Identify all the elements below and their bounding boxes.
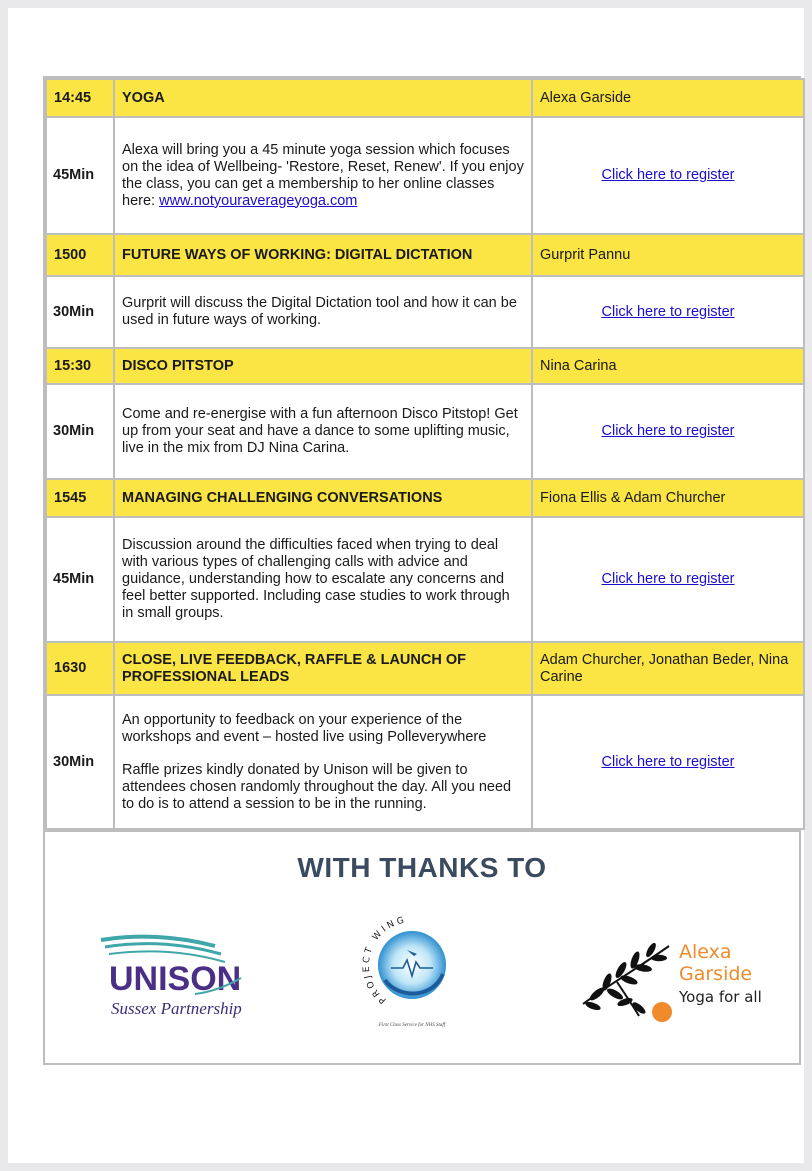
session-detail-row [46,276,804,348]
session-speaker: Adam Churcher, Jonathan Beder, Nina Carine [532,642,804,695]
alexa-name-line1: Alexa [679,941,732,963]
session-header-row [46,79,804,117]
register-cell [532,695,804,829]
project-wingman-logo [357,910,467,1036]
yoga-website-link[interactable]: www.notyouraverageyoga.com [159,192,358,209]
unison-swoosh-icon [97,932,247,1024]
register-link[interactable]: Click here to register [601,303,735,320]
alexa-garside-logo [577,936,767,1024]
session-detail-row [46,384,804,479]
session-description: Gurprit will discuss the Digital Dictation tool and how it can be used in future ways of working. [114,276,532,348]
schedule-table [45,78,805,830]
session-detail-row [46,517,804,642]
alexa-tagline: Yoga for all [679,988,762,1006]
session-title: CLOSE, LIVE FEEDBACK, RAFFLE & LAUNCH OF PROFESSIONAL LEADS [114,642,532,695]
register-cell [532,517,804,642]
thanks-title: WITH THANKS TO [297,852,547,883]
session-detail-row [46,117,804,234]
session-speaker: Nina Carina [532,348,804,384]
unison-sub: Sussex Partnership [111,999,242,1018]
wingman-emblem-icon [357,910,467,1036]
register-link[interactable]: Click here to register [601,167,735,183]
session-header-row [46,234,804,276]
thanks-section [45,830,799,1063]
session-header-row [46,348,804,384]
session-description: Discussion around the difficulties faced when trying to deal with various types of challenging calls with advice and guidance, understanding how to escalate any concerns and feel better supported. Including case studies to work through in small groups. [114,517,532,642]
register-link[interactable]: Click here to register [601,571,735,587]
session-title: YOGA [114,79,532,117]
session-description: Come and re-energise with a fun afternoon Disco Pitstop! Get up from your seat and have a dance to some uplifting music, live in the mix from DJ Nina Carina. [114,384,532,479]
unison-logo [97,932,247,1024]
alexa-name-line2: Garside [679,963,753,985]
register-cell [532,117,804,234]
session-title: MANAGING CHALLENGING CONVERSATIONS [114,479,532,517]
session-duration: 30Min [46,384,114,479]
session-duration: 30Min [46,276,114,348]
session-description [114,117,532,234]
register-cell [532,384,804,479]
unison-name: UNISON [109,960,242,998]
session-time: 1500 [46,234,114,276]
session-title: FUTURE WAYS OF WORKING: DIGITAL DICTATION [114,234,532,276]
session-title: DISCO PITSTOP [114,348,532,384]
wingman-ring-text: PROJECT WING [361,915,408,1006]
session-speaker: Fiona Ellis & Adam Churcher [532,479,804,517]
register-link[interactable]: Click here to register [601,753,735,770]
document-page [8,8,804,1163]
session-speaker: Gurprit Pannu [532,234,804,276]
schedule-container [43,76,801,1065]
register-link[interactable]: Click here to register [601,423,735,439]
description-text: An opportunity to feedback on your experience of the workshops and event – hosted live using Polleverywhere [122,711,487,745]
session-time: 1630 [46,642,114,695]
session-duration: 30Min [46,695,114,829]
session-duration: 45Min [46,117,114,234]
session-duration: 45Min [46,517,114,642]
session-detail-row [46,695,804,829]
description-text-raffle: Raffle prizes kindly donated by Unison will be given to attendees chosen randomly throughout the day. All you need to do is to attend a session to be in the running. [122,761,512,812]
sun-icon [652,1002,672,1022]
session-time: 1545 [46,479,114,517]
register-cell [532,276,804,348]
session-header-row [46,479,804,517]
session-time: 14:45 [46,79,114,117]
description-text: Alexa will bring you a 45 minute yoga session which focuses on the idea of Wellbeing- 'Restore, Reset, Renew'. If you enjoy the class, you can get a membership to her online classes here: [122,141,524,209]
wingman-tagline: First Class Service for NHS Staff [378,1023,446,1028]
session-time: 15:30 [46,348,114,384]
session-header-row [46,642,804,695]
session-description [114,695,532,829]
session-speaker: Alexa Garside [532,79,804,117]
